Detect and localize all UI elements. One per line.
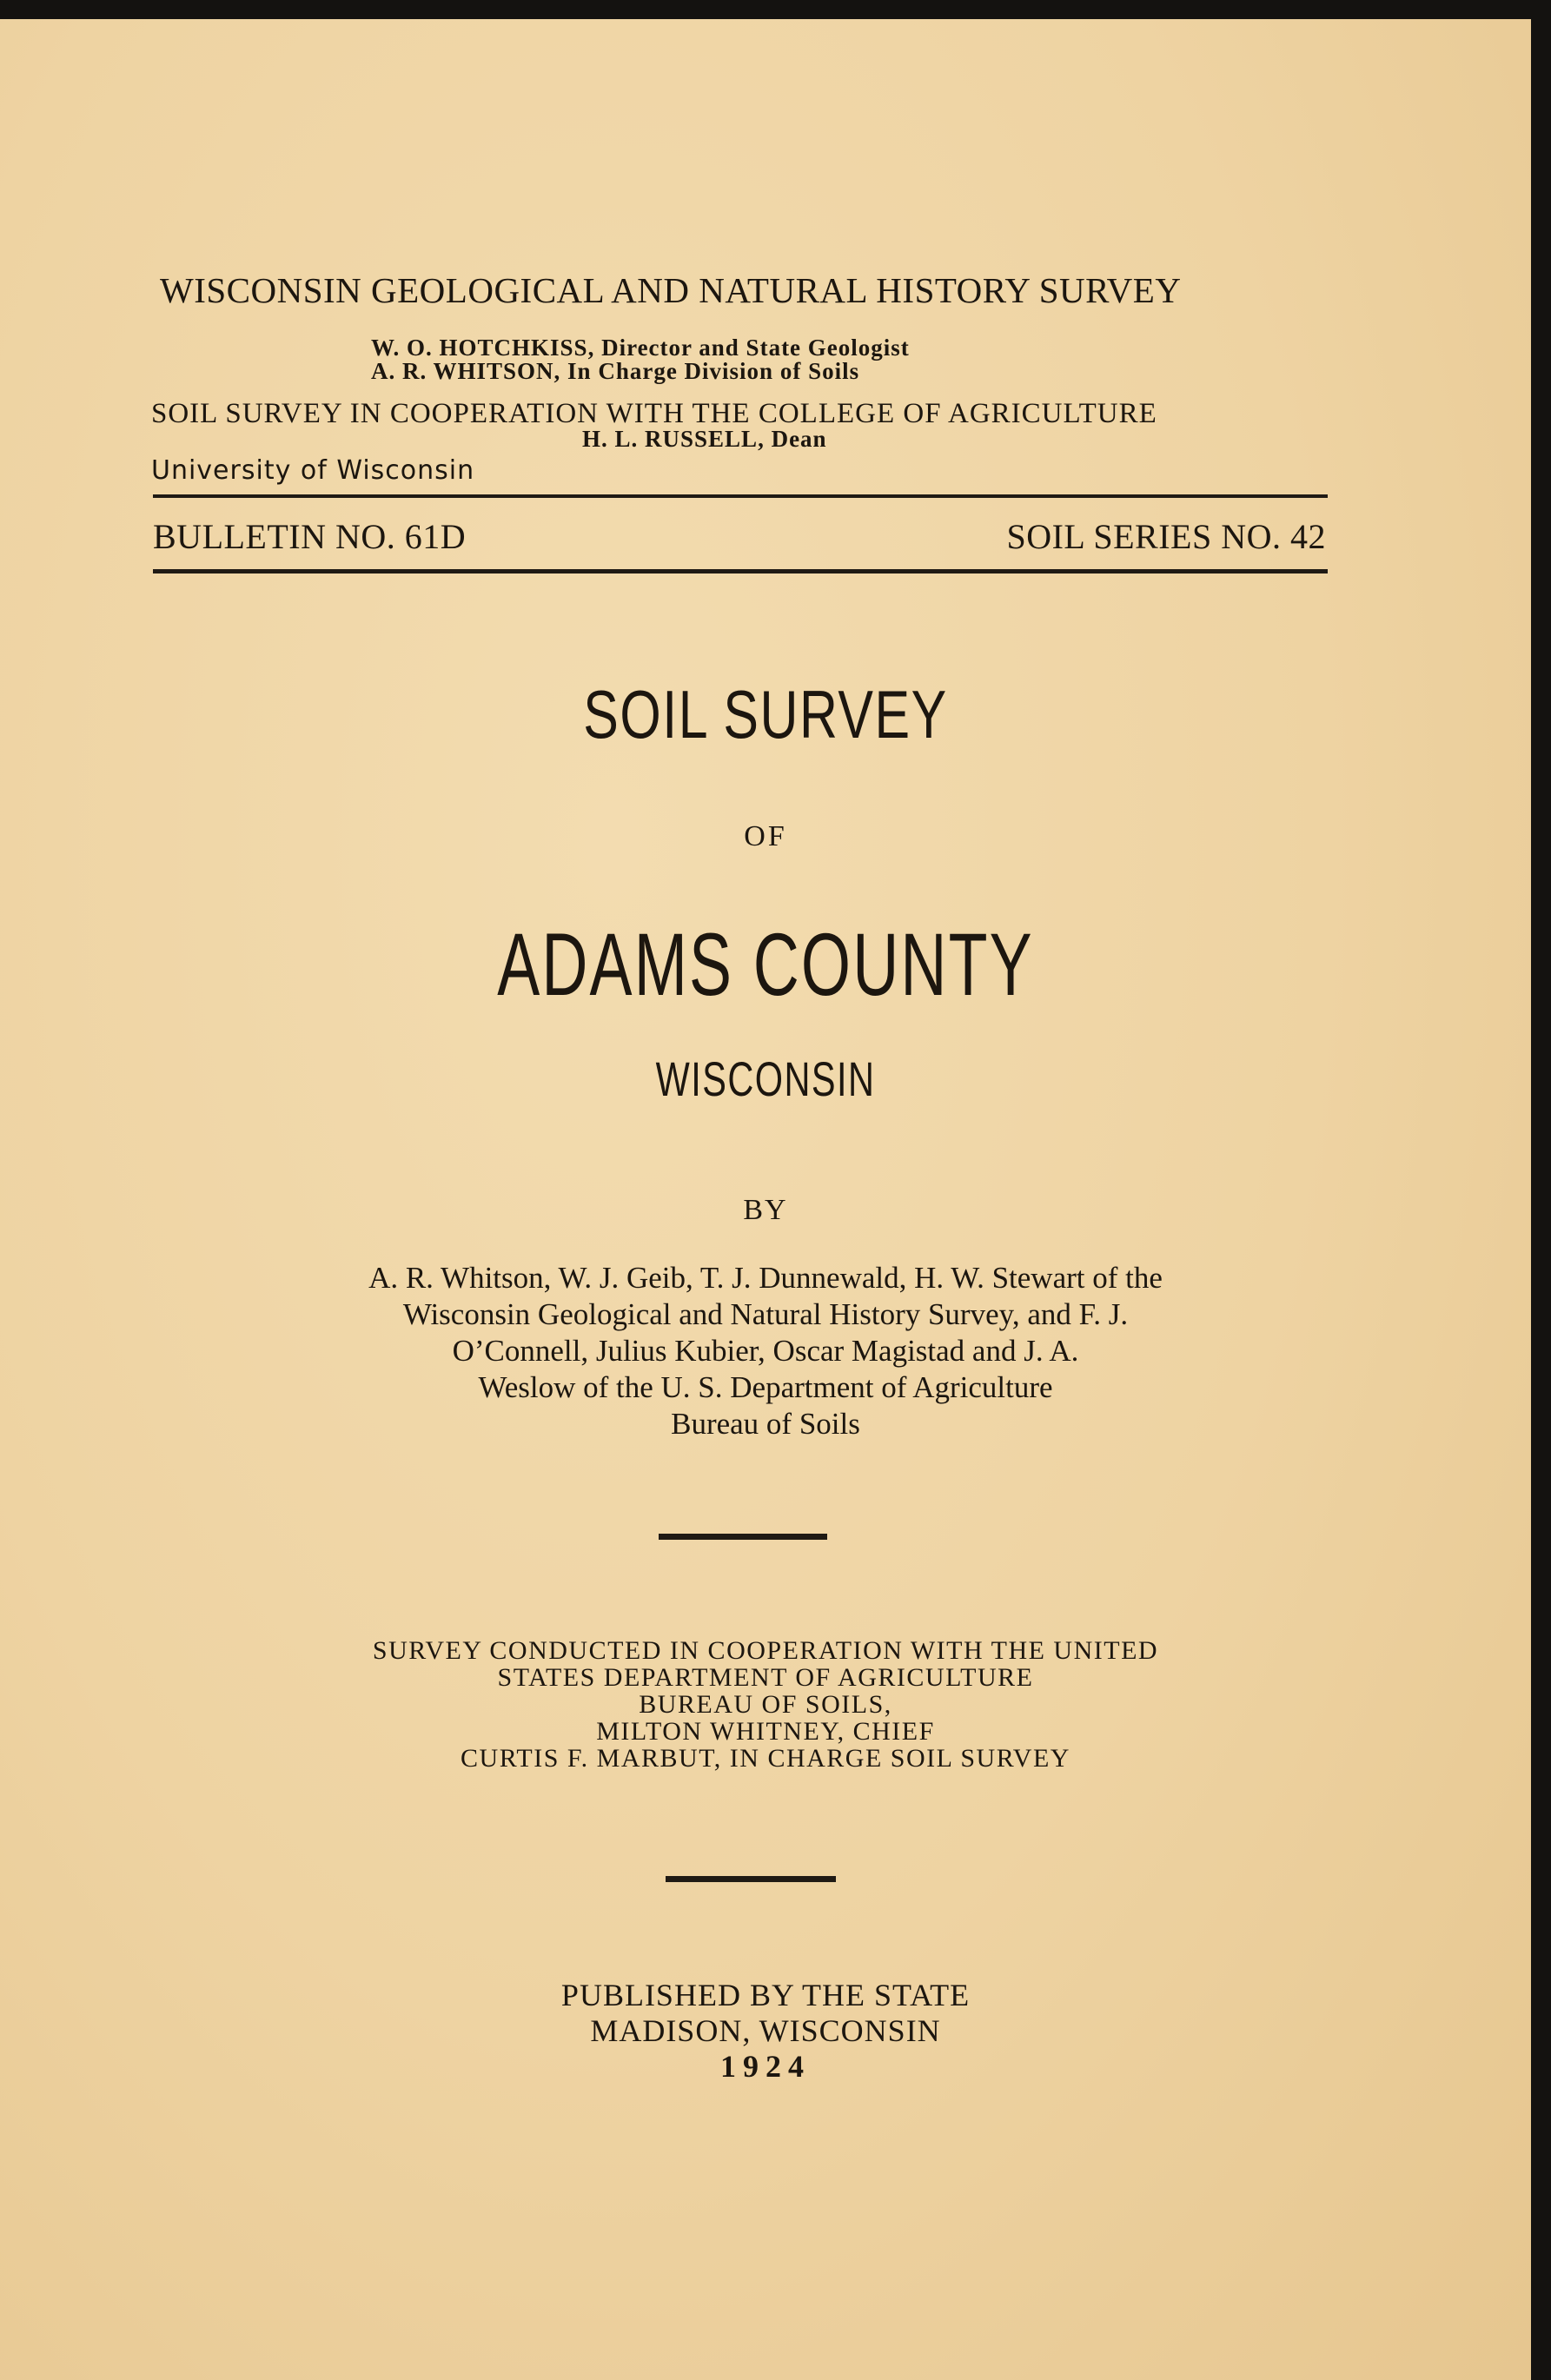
title-of: OF [744,820,787,852]
publisher-block [0,1978,1531,2085]
scan-border-top [0,0,1551,19]
state-title: WISCONSIN [655,1051,876,1106]
by-label: BY [743,1194,788,1226]
survey-title: WISCONSIN GEOLOGICAL AND NATURAL HISTORY SURVEY [160,270,1182,310]
header-rule-top [153,494,1328,498]
header-rule-bottom [153,569,1328,573]
cooperation-text-line: SURVEY CONDUCTED IN COOPERATION WITH THE UNITED [372,1636,1159,1665]
main-title: SOIL SURVEY [583,676,948,752]
cooperation-text-line: CURTIS F. MARBUT, IN CHARGE SOIL SURVEY [461,1744,1070,1773]
director-line: W. O. HOTCHKISS, Director and State Geologist [371,335,910,361]
bulletin-number: BULLETIN NO. 61D [153,517,467,556]
authors-line: Bureau of Soils [671,1407,860,1441]
authors-block [0,1260,1531,1442]
cooperation-block [0,1637,1531,1772]
authors-line: Wisconsin Geological and Natural History Survey, and F. J. [402,1297,1129,1331]
bulletin-cover-page [0,19,1531,2380]
publisher-location: MADISON, WISCONSIN [590,2013,941,2048]
publisher-line: PUBLISHED BY THE STATE [560,1978,971,2012]
county-title: ADAMS COUNTY [497,915,1034,1014]
cooperation-text-line: BUREAU OF SOILS, [639,1690,892,1719]
dean-line: H. L. RUSSELL, Dean [582,426,827,452]
cooperation-line: SOIL SURVEY IN COOPERATION WITH THE COLLEGE OF AGRICULTURE [151,398,1157,429]
authors-line: Weslow of the U. S. Department of Agriculture [478,1370,1053,1404]
soils-division-line: A. R. WHITSON, In Charge Division of Soils [371,358,860,384]
soil-series-number: SOIL SERIES NO. 42 [1006,517,1326,556]
divider-rule [659,1534,827,1540]
authors-line: O’Connell, Julius Kubier, Oscar Magistad and J. A. [452,1334,1079,1368]
cooperation-text-line: STATES DEPARTMENT OF AGRICULTURE [497,1663,1034,1692]
cooperation-text-line: MILTON WHITNEY, CHIEF [596,1717,935,1746]
authors-line: A. R. Whitson, W. J. Geib, T. J. Dunnewald, H. W. Stewart of the [368,1261,1163,1295]
divider-rule [666,1876,836,1882]
scan-border-right [1531,0,1551,2380]
university-name: University of Wisconsin [151,455,475,486]
publication-year: 1924 [720,2049,811,2084]
